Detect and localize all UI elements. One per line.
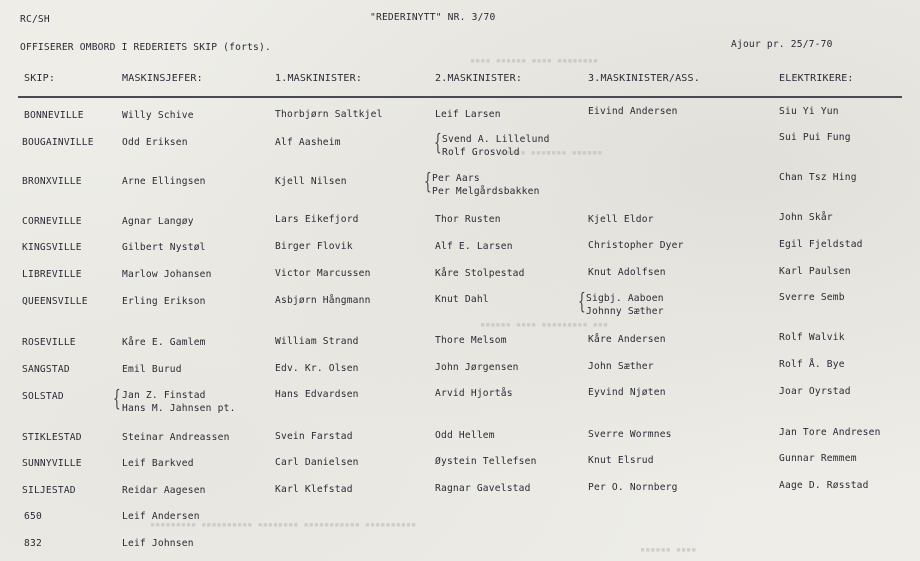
cell-ship: CORNEVILLE [22, 216, 82, 227]
cell-ship: 832 [24, 538, 42, 549]
cell-second: Øystein Tellefsen [435, 456, 537, 467]
cell-ship: KINGSVILLE [22, 242, 82, 253]
cell-second: Odd Hellem [435, 430, 495, 441]
cell-ship: 650 [24, 511, 42, 522]
cell-ship: BOUGAINVILLE [22, 137, 94, 148]
cell-electrician: Karl Paulsen [779, 266, 851, 277]
cell-third: John Sæther [588, 361, 654, 372]
brace-mark: { [113, 387, 121, 412]
cell-second: Knut Dahl [435, 294, 489, 305]
header-electrician: ELEKTRIKERE: [779, 73, 854, 84]
cell-first: Edv. Kr. Olsen [275, 363, 359, 374]
cell-ship: QUEENSVILLE [22, 296, 88, 307]
header-ship: SKIP: [24, 73, 56, 84]
cell-chief: Jan Z. Finstad [122, 390, 206, 401]
cell-chief: Leif Johnsen [122, 538, 194, 549]
cell-chief: Steinar Andreassen [122, 432, 230, 443]
cell-electrician: Chan Tsz Hing [779, 172, 857, 183]
cell-second: Kåre Stolpestad [435, 268, 525, 279]
cell-first: Alf Aasheim [275, 137, 341, 148]
cell-electrician: Rolf Walvik [779, 332, 845, 343]
cell-third: Per O. Nornberg [588, 482, 678, 493]
cell-ship: LIBREVILLE [22, 269, 82, 280]
bleed-through-text: ▪▪▪▪▪▪ ▪▪▪▪ [640, 545, 697, 555]
cell-first: William Strand [275, 336, 359, 347]
cell-third: Eyvind Njøten [588, 387, 666, 398]
bleed-through-text: ▪▪▪▪▪▪▪▪▪ ▪▪▪▪▪▪▪▪▪▪ ▪▪▪▪▪▪▪▪ ▪▪▪▪▪▪▪▪▪▪▪ ▪▪▪▪▪▪▪▪▪▪ [150, 520, 417, 530]
cell-second: Thore Melsom [435, 335, 507, 346]
cell-electrician: Aage D. Røsstad [779, 480, 869, 491]
cell-first: Svein Farstad [275, 431, 353, 442]
cell-first: Hans Edvardsen [275, 389, 359, 400]
cell-third: Kjell Eldor [588, 214, 654, 225]
cell-third: Knut Adolfsen [588, 267, 666, 278]
cell-second: Arvid Hjortås [435, 388, 513, 399]
cell-electrician: Sui Pui Fung [779, 132, 851, 143]
cell-third: Sverre Wormnes [588, 429, 672, 440]
cell-chief: Marlow Johansen [122, 269, 212, 280]
cell-chief: Erling Erikson [122, 296, 206, 307]
cell-chief: Arne Ellingsen [122, 176, 206, 187]
cell-first: Victor Marcussen [275, 268, 371, 279]
header-divider-line [18, 96, 902, 98]
cell-first: Birger Flovik [275, 241, 353, 252]
cell-first: Kjell Nilsen [275, 176, 347, 187]
cell-first: Thorbjørn Saltkjel [275, 109, 383, 120]
cell-electrician: Gunnar Remmem [779, 453, 857, 464]
cell-second: Alf E. Larsen [435, 241, 513, 252]
reference-initials: RC/SH [20, 14, 50, 25]
cell-chief: Leif Andersen [122, 511, 200, 522]
cell-chief: Kåre E. Gamlem [122, 337, 206, 348]
cell-electrician: Jan Tore Andresen [779, 427, 881, 438]
cell-ship: BRONXVILLE [22, 176, 82, 187]
cell-first: Carl Danielsen [275, 457, 359, 468]
header-first-engineer: 1.MASKINISTER: [275, 73, 363, 84]
cell-second-alt: Per Melgårdsbakken [432, 186, 540, 197]
cell-ship: SILJESTAD [22, 485, 76, 496]
cell-second: John Jørgensen [435, 362, 519, 373]
cell-electrician: Siu Yi Yun [779, 106, 839, 117]
bleed-through-text: ▪▪▪▪▪▪ ▪▪▪▪ ▪▪▪▪▪▪▪▪▪ ▪▪▪ [480, 320, 608, 330]
cell-first: Asbjørn Hångmann [275, 295, 371, 306]
cell-ship: BONNEVILLE [24, 110, 84, 121]
brace-mark: { [434, 131, 442, 156]
cell-chief-alt: Hans M. Jahnsen pt. [122, 403, 236, 414]
cell-chief: Odd Eriksen [122, 137, 188, 148]
cell-ship: SUNNYVILLE [22, 458, 82, 469]
cell-second-alt: Rolf Grosvold [442, 147, 520, 158]
bleed-through-text: ▪▪▪▪▪ ▪▪▪▪▪▪▪ ▪▪▪▪▪▪ [500, 148, 603, 158]
document-title: "REDERINYTT" NR. 3/70 [370, 12, 496, 23]
cell-electrician: Joar Oyrstad [779, 386, 851, 397]
cell-electrician: Sverre Semb [779, 292, 845, 303]
cell-ship: ROSEVILLE [22, 337, 76, 348]
cell-first: Lars Eikefjord [275, 214, 359, 225]
document-subtitle: OFFISERER OMBORD I REDERIETS SKIP (forts). [20, 42, 271, 53]
cell-chief: Gilbert Nystøl [122, 242, 206, 253]
cell-ship: SOLSTAD [22, 391, 64, 402]
update-date: Ajour pr. 25/7-70 [731, 39, 833, 50]
cell-first: Karl Klefstad [275, 484, 353, 495]
cell-chief: Emil Burud [122, 364, 182, 375]
cell-electrician: Rolf Å. Bye [779, 359, 845, 370]
cell-second: Per Aars [432, 173, 480, 184]
bleed-through-text: ▪▪▪▪ ▪▪▪▪▪▪ ▪▪▪▪ ▪▪▪▪▪▪▪▪ [470, 56, 598, 66]
cell-third: Eivind Andersen [588, 106, 678, 117]
header-chief-engineer: MASKINSJEFER: [122, 73, 203, 84]
cell-third: Sigbj. Aaboen [586, 293, 664, 304]
cell-ship: SANGSTAD [22, 364, 70, 375]
cell-chief: Agnar Langøy [122, 216, 194, 227]
cell-chief: Reidar Aagesen [122, 485, 206, 496]
cell-electrician: John Skår [779, 212, 833, 223]
cell-third: Knut Elsrud [588, 455, 654, 466]
cell-ship: STIKLESTAD [22, 432, 82, 443]
cell-third: Christopher Dyer [588, 240, 684, 251]
cell-third: Kåre Andersen [588, 334, 666, 345]
cell-second: Thor Rusten [435, 214, 501, 225]
header-second-engineer: 2.MASKINISTER: [435, 73, 523, 84]
header-third-engineer: 3.MASKINISTER/ASS. [588, 73, 700, 84]
cell-chief: Willy Schive [122, 110, 194, 121]
cell-second: Ragnar Gavelstad [435, 483, 531, 494]
brace-mark: { [424, 170, 432, 195]
cell-third-alt: Johnny Sæther [586, 306, 664, 317]
cell-second: Leif Larsen [435, 109, 501, 120]
cell-chief: Leif Barkved [122, 458, 194, 469]
brace-mark: { [578, 290, 586, 315]
cell-electrician: Egil Fjeldstad [779, 239, 863, 250]
cell-second: Svend A. Lillelund [442, 134, 550, 145]
